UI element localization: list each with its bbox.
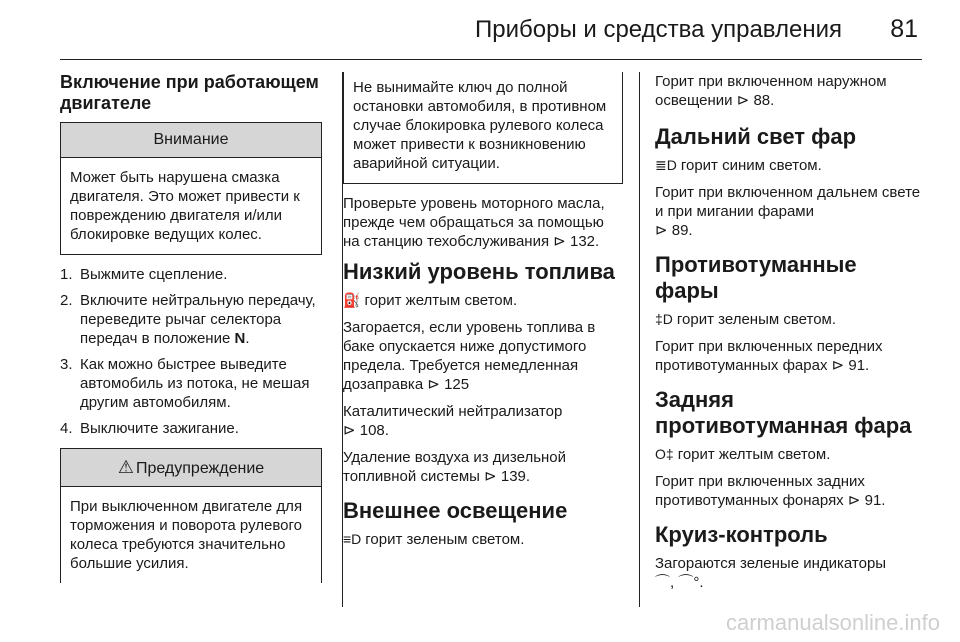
cruise-control-title: Круиз-контроль — [655, 522, 828, 547]
column-2: Не вынимайте ключ до полной остановки автомобиля, в противном случае блокировка рулевого колеса может привести к возникновению аварийной ситуации. Проверьте уровень моторного масла, прежде чем обращаться за помощью на станцию техобслуживания ⊳ 132. Низкий уровень топлива ⛽ горит желтым светом. Загорается, если уровень топлива в баке опускается ниже допустимого предела. Требуется немедленная дозаправка ⊳ 125 Каталитический нейтрализатор ⊳ 108. Удаление воздуха из дизельной топливной системы ⊳ 139. Внешнее освещение ≡D горит зеленым светом. — [343, 72, 623, 557]
exterior-light-icon: ≡D — [343, 531, 362, 547]
warning-title: ⚠ Предупреждение — [61, 449, 321, 487]
fog-lights-title: Противотуманные фары — [655, 252, 857, 303]
rear-fog-title: Задняя противотуманная фара — [655, 387, 912, 438]
header-divider — [60, 59, 922, 60]
page-reference[interactable]: ⊳ 89. — [655, 222, 693, 239]
watermark: carmanualsonline.info — [725, 610, 940, 635]
page-reference[interactable]: ⊳ 139. — [484, 468, 531, 485]
caution-title: Внимание — [61, 123, 321, 158]
fog-light-icon: ‡D — [655, 311, 673, 327]
page-reference[interactable]: ⊳ 132. — [553, 233, 600, 250]
page-reference[interactable]: ⊳ 88. — [736, 92, 775, 109]
cruise-icons: ⌒, ⌒°. — [655, 574, 704, 591]
list-item: 2. Включите нейтральную передачу, переведите рычаг селектора передач в положение N. — [60, 292, 316, 347]
warning-icon: ⚠ — [117, 457, 134, 477]
high-beam-icon: ≣D — [655, 157, 677, 173]
warning-box-continued: Не вынимайте ключ до полной остановки автомобиля, в противном случае блокировка рулевого колеса может привести к возникновению аварийной ситуации. — [343, 72, 623, 184]
page-reference[interactable]: ⊳ 91. — [847, 492, 886, 509]
list-item: 4. Выключите зажигание. — [60, 420, 239, 437]
page-reference[interactable]: ⊳ 108. — [343, 422, 389, 439]
steps-list — [60, 265, 322, 438]
page-reference[interactable]: ⊳ 91. — [831, 357, 870, 374]
section-title: Включение при работающем двигателе — [60, 72, 319, 113]
warning-box — [60, 448, 322, 583]
exterior-lighting-title: Внешнее освещение — [343, 498, 568, 523]
column-3: Горит при включенном наружном освещении ⊳ 88. Дальний свет фар ≣D горит синим светом. Горит при включенном дальнем свете и при мигании фарами ⊳ 89. Противотуманные фары ‡D горит зеленым светом. Горит при включенных передних противотуманных фарах ⊳ 91. Задняя противотуманная фара O‡ горит желтым светом. Горит при включенных задних противотуманных фонарях ⊳ 91. Круиз-контроль Загораются зеленые индикаторы ⌒, ⌒°. — [655, 72, 923, 600]
page-number: 81 — [890, 15, 918, 43]
rear-fog-icon: O‡ — [655, 446, 674, 462]
page-header — [0, 0, 960, 60]
page-reference[interactable]: ⊳ 125 — [427, 376, 470, 393]
caution-box — [60, 122, 322, 255]
list-item: 1. Выжмите сцепление. — [60, 266, 228, 283]
warning-text: При выключенном двигателе для торможения и поворота рулевого колеса требуются значительно большие усилия. — [70, 498, 303, 572]
caution-text: Может быть нарушена смазка двигателя. Это может привести к повреждению двигателя и/или блокировке ведущих колес. — [70, 169, 300, 243]
fuel-title: Низкий уровень топлива — [343, 259, 615, 284]
fuel-icon: ⛽ — [343, 292, 361, 308]
header-title: Приборы и средства управления — [475, 16, 842, 43]
column-divider-2 — [639, 72, 640, 607]
high-beam-title: Дальний свет фар — [655, 124, 857, 149]
oil-check-text: Проверьте уровень моторного масла, прежде чем обращаться за помощью на станцию техобслуживания ⊳ 132. — [343, 195, 605, 250]
column-1 — [60, 72, 322, 583]
list-item: 3. Как можно быстрее выведите автомобиль из потока, не мешая другим автомобилям. — [60, 356, 310, 411]
